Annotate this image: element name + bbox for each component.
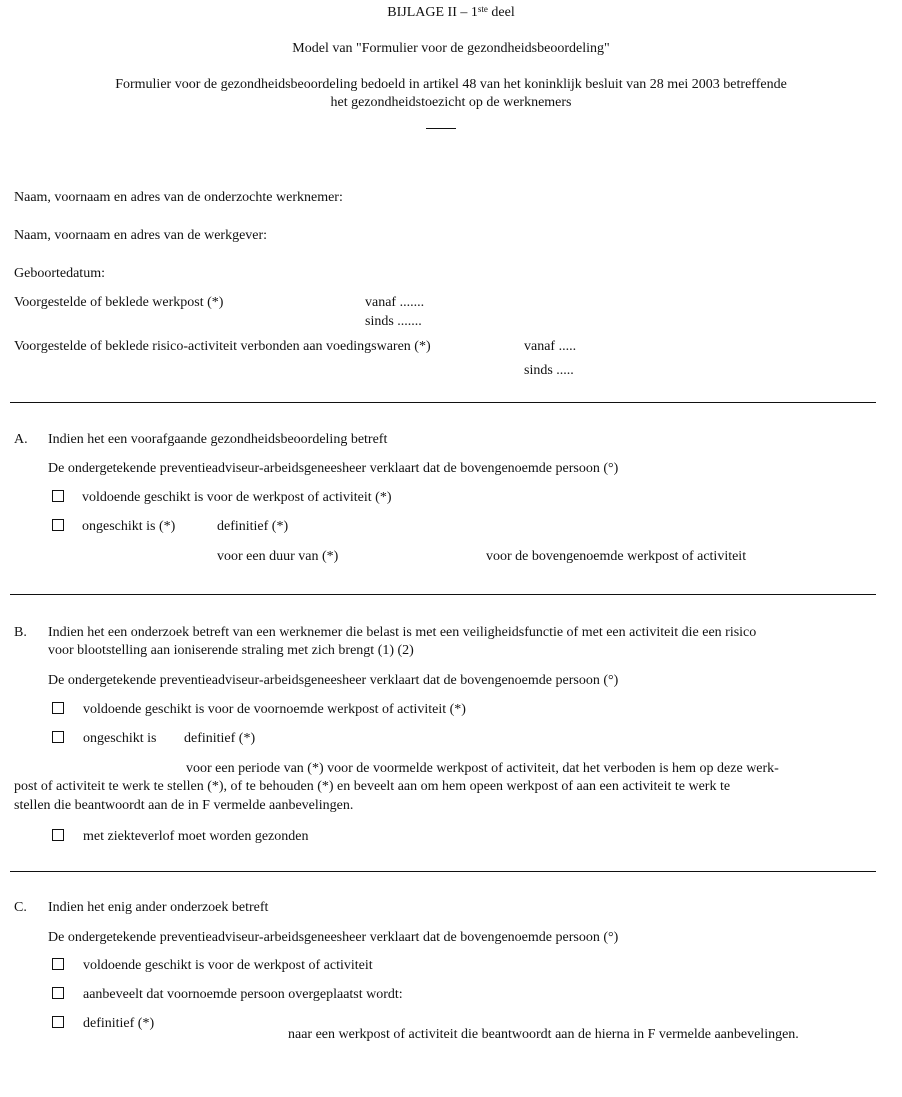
workpost-from: vanaf ....... (365, 295, 425, 310)
section-c-heading: Indien het enig ander onderzoek betreft (48, 900, 269, 915)
section-a-heading: Indien het een voorafgaande gezondheidsbeoordeling betreft (48, 432, 388, 447)
section-a-for-post: voor de bovengenoemde werkpost of activiteit (486, 549, 747, 564)
section-b-heading-line-2: voor blootstelling aan ioniserende straling met zich brengt (1) (2) (48, 643, 414, 658)
risk-since: sinds ..... (524, 363, 574, 378)
section-b-heading-line-1: Indien het een onderzoek betreft van een werknemer die belast is met een veiligheidsfunctie of met een activiteit die een risico (48, 625, 757, 640)
risk-activity-label: Voorgestelde of beklede risico-activiteit verbonden aan voedingswaren (*) (14, 339, 431, 354)
risk-from: vanaf ..... (524, 339, 577, 354)
title-main: BIJLAGE II – 1 (387, 5, 478, 20)
section-c-transfer-label: aanbeveelt dat voornoemde persoon overgeplaatst wordt: (83, 987, 403, 1002)
section-a-letter: A. (14, 432, 28, 447)
employee-field-label: Naam, voornaam en adres van de onderzochte werknemer: (14, 190, 343, 205)
section-b-declaration: De ondergetekende preventieadviseur-arbeidsgeneesheer verklaart dat de bovengenoemde persoon (°) (48, 673, 619, 688)
workpost-since: sinds ....... (365, 314, 422, 329)
document-title (0, 4, 902, 21)
section-c-fit-label: voldoende geschikt is voor de werkpost of activiteit (83, 958, 373, 973)
section-b-sick-leave-checkbox[interactable] (52, 829, 64, 841)
employer-field-label: Naam, voornaam en adres van de werkgever: (14, 228, 268, 243)
section-b-sick-leave-label: met ziekteverlof moet worden gezonden (83, 829, 309, 844)
section-c-transfer-checkbox[interactable] (52, 987, 64, 999)
section-c-declaration: De ondergetekende preventieadviseur-arbeidsgeneesheer verklaart dat de bovengenoemde persoon (°) (48, 930, 619, 945)
workpost-field-label: Voorgestelde of beklede werkpost (*) (14, 295, 224, 310)
section-b-fit-checkbox[interactable] (52, 702, 64, 714)
intro-line-1: Formulier voor de gezondheidsbeoordeling bedoeld in artikel 48 van het koninklijk besluit van 28 mei 2003 betreffende (115, 77, 787, 92)
section-b-letter: B. (14, 625, 27, 640)
section-a-declaration: De ondergetekende preventieadviseur-arbeidsgeneesheer verklaart dat de bovengenoemde persoon (°) (48, 461, 619, 476)
section-c-definitive-checkbox[interactable] (52, 1016, 64, 1028)
section-divider (10, 402, 876, 403)
section-c-recommendation: naar een werkpost of activiteit die beantwoordt aan de hierna in F vermelde aanbevelingen. (288, 1027, 799, 1042)
section-b-paragraph-line-3: stellen die beantwoordt aan de in F vermelde aanbevelingen. (14, 798, 354, 813)
section-b-unfit-checkbox[interactable] (52, 731, 64, 743)
section-b-paragraph-line-2: post of activiteit te werk te stellen (*), of te behouden (*) en beveelt aan om hem opeen werkpost of aan een activiteit te werk te (14, 779, 731, 794)
intro-line-2: het gezondheidstoezicht op de werknemers (330, 95, 572, 110)
section-a-unfit-label: ongeschikt is (*) (82, 519, 176, 534)
section-b-definitive: definitief (*) (184, 731, 256, 746)
section-a-unfit-checkbox[interactable] (52, 519, 64, 531)
document-subtitle: Model van "Formulier voor de gezondheidsbeoordeling" (292, 41, 610, 56)
section-b-unfit-label: ongeschikt is (83, 731, 157, 746)
section-b-paragraph-line-1: voor een periode van (*) voor de voormelde werkpost of activiteit, dat het verboden is hem op deze werk- (186, 761, 779, 776)
section-c-fit-checkbox[interactable] (52, 958, 64, 970)
section-a-fit-label: voldoende geschikt is voor de werkpost of activiteit (*) (82, 490, 392, 505)
section-divider (10, 594, 876, 595)
section-a-definitive: definitief (*) (217, 519, 289, 534)
section-divider (10, 871, 876, 872)
section-c-letter: C. (14, 900, 27, 915)
section-c-definitive-label: definitief (*) (83, 1016, 155, 1031)
title-tail: deel (487, 5, 515, 20)
birthdate-field-label: Geboortedatum: (14, 266, 105, 281)
section-b-fit-label: voldoende geschikt is voor de voornoemde werkpost of activiteit (*) (83, 702, 466, 717)
title-superscript: ste (477, 4, 488, 14)
section-a-fit-checkbox[interactable] (52, 490, 64, 502)
section-a-duration: voor een duur van (*) (217, 549, 339, 564)
title-divider (426, 128, 456, 129)
